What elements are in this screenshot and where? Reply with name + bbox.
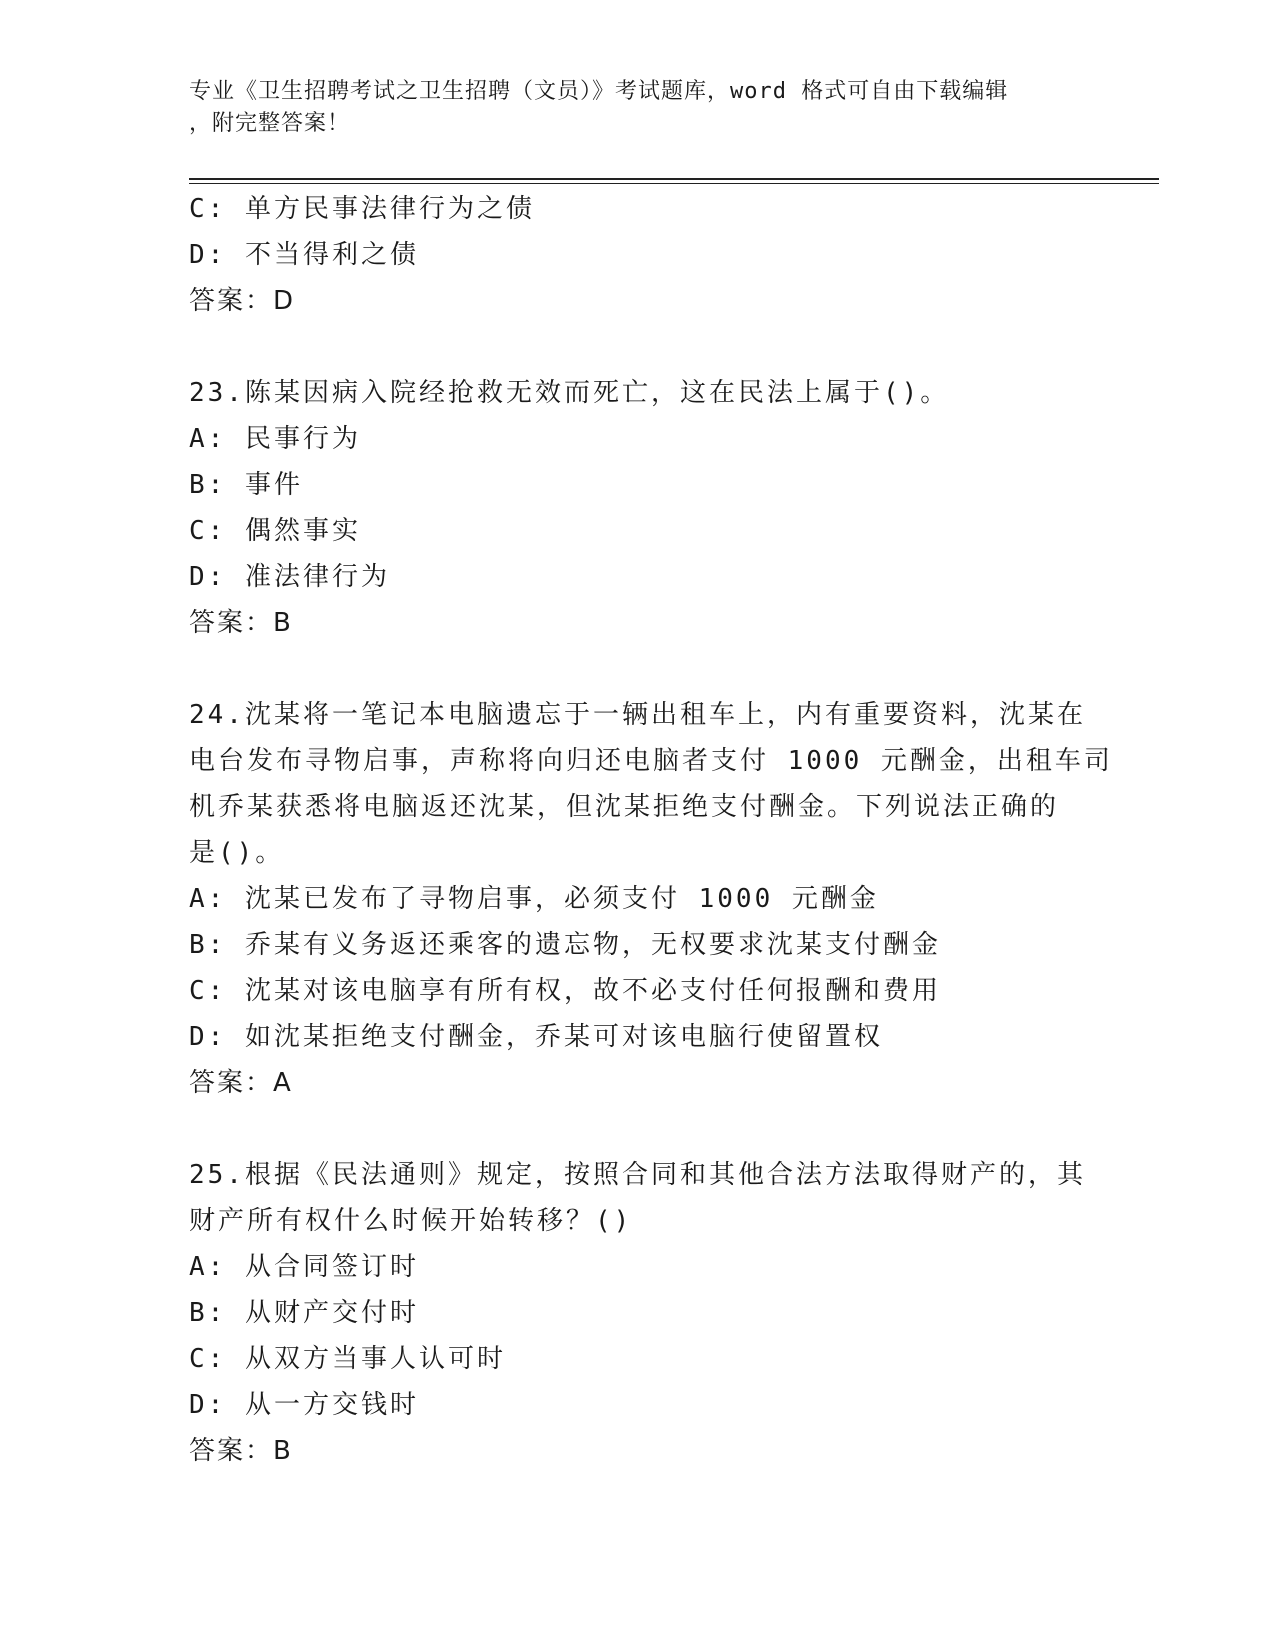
question-text: 23.陈某因病入院经抢救无效而死亡，这在民法上属于()。 bbox=[189, 378, 950, 408]
option-d: D: 从一方交钱时 bbox=[189, 1390, 419, 1420]
question-block-23 bbox=[189, 370, 1089, 646]
answer-line: 答案：D bbox=[189, 286, 296, 316]
spacer bbox=[189, 324, 1089, 370]
option-b: B: 乔某有义务返还乘客的遗忘物，无权要求沈某支付酬金 bbox=[189, 930, 941, 960]
question-text-line-1: 24.沈某将一笔记本电脑遗忘于一辆出租车上，内有重要资料，沈某在 bbox=[189, 700, 1086, 730]
option-c: C: 沈某对该电脑享有所有权，故不必支付任何报酬和费用 bbox=[189, 976, 941, 1006]
spacer bbox=[189, 1106, 1089, 1152]
option-b: B: 事件 bbox=[189, 470, 303, 500]
answer-line: 答案：B bbox=[189, 608, 293, 638]
option-d: D: 如沈某拒绝支付酬金，乔某可对该电脑行使留置权 bbox=[189, 1022, 883, 1052]
question-text-line-4: 是()。 bbox=[189, 838, 285, 868]
option-b: B: 从财产交付时 bbox=[189, 1298, 419, 1328]
option-c: C: 单方民事法律行为之债 bbox=[189, 194, 535, 224]
question-text-line-2: 电台发布寻物启事，声称将向归还电脑者支付 1000 元酬金，出租车司 bbox=[189, 746, 1113, 776]
option-a: A: 民事行为 bbox=[189, 424, 361, 454]
answer-line: 答案：A bbox=[189, 1068, 293, 1098]
option-c: C: 从双方当事人认可时 bbox=[189, 1344, 506, 1374]
document-header bbox=[189, 76, 1089, 140]
option-c: C: 偶然事实 bbox=[189, 516, 361, 546]
answer-line: 答案：B bbox=[189, 1436, 293, 1466]
question-block-24 bbox=[189, 692, 1113, 1106]
option-d: D: 不当得利之债 bbox=[189, 240, 419, 270]
question-block-25 bbox=[189, 1152, 1089, 1474]
header-line-2: ，附完整答案！ bbox=[189, 111, 351, 136]
spacer bbox=[189, 646, 1089, 692]
header-rule-thick bbox=[189, 178, 1159, 180]
question-text-line-1: 25.根据《民法通则》规定，按照合同和其他合法方法取得财产的，其 bbox=[189, 1160, 1086, 1190]
header-line-1: 专业《卫生招聘考试之卫生招聘（文员）》考试题库，word 格式可自由下载编辑 bbox=[189, 79, 1009, 104]
question-block-22 bbox=[189, 186, 1089, 324]
option-a: A: 从合同签订时 bbox=[189, 1252, 419, 1282]
option-d: D: 准法律行为 bbox=[189, 562, 390, 592]
document-body bbox=[189, 186, 1113, 1474]
option-a: A: 沈某已发布了寻物启事，必须支付 1000 元酬金 bbox=[189, 884, 879, 914]
question-text-line-2: 财产所有权什么时候开始转移？() bbox=[189, 1206, 633, 1236]
question-text-line-3: 机乔某获悉将电脑返还沈某，但沈某拒绝支付酬金。下列说法正确的 bbox=[189, 792, 1060, 822]
header-rule-thin bbox=[189, 183, 1159, 184]
